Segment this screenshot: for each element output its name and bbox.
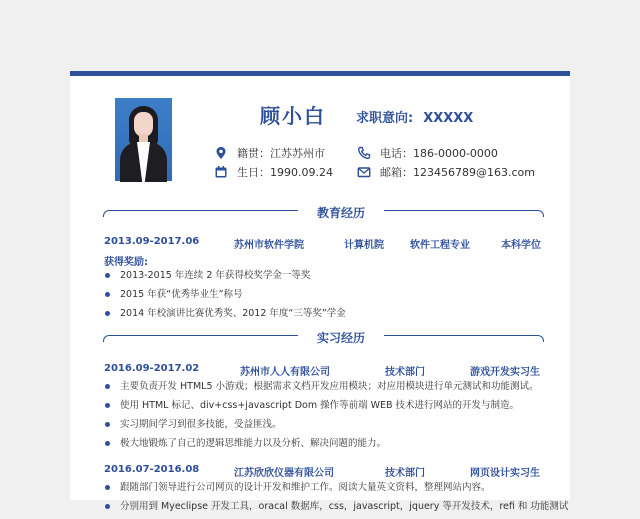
resume-page — [70, 71, 570, 512]
job-intent — [356, 107, 473, 126]
education-section-header — [103, 206, 544, 222]
awards-list — [104, 269, 346, 326]
mail-icon — [357, 165, 371, 179]
education-degree: 本科学位 — [501, 240, 541, 251]
list-item: 2015 年获“优秀毕业生”称号 — [104, 288, 346, 307]
location-pin-icon — [214, 146, 228, 160]
calendar-icon — [214, 165, 228, 179]
job-period: 2016.07-2016.08 — [104, 464, 200, 475]
birth-text: 生日：1990.09.24 — [237, 166, 333, 179]
phone-icon — [357, 146, 371, 160]
education-title: 教育经历 — [316, 206, 365, 220]
job-role: 网页设计实习生 — [470, 468, 540, 479]
candidate-name: 顾小白 — [260, 104, 326, 128]
hometown-info — [214, 145, 325, 161]
job-row — [104, 363, 544, 377]
education-period: 2013.09-2017.06 — [104, 236, 200, 247]
internship-title: 实习经历 — [316, 331, 365, 345]
education-row — [104, 236, 544, 250]
internship-section-header — [103, 331, 544, 347]
job-duties-list — [104, 481, 568, 519]
job-duties-list — [104, 380, 539, 456]
list-item: 主要负责开发 HTML5 小游戏；根据需求文档开发应用模块；对应用模块进行单元测试和功能测试。 — [104, 380, 539, 399]
list-item: 2013-2015 年连续 2 年获得校奖学金一等奖 — [104, 269, 346, 288]
job-company: 苏州市人人有限公司 — [240, 367, 330, 378]
email-info — [357, 164, 535, 180]
job-dept: 技术部门 — [385, 367, 425, 378]
email-text: 邮箱：123456789@163.com — [380, 166, 535, 179]
list-item: 跟随部门领导进行公司网页的设计开发和维护工作。阅读大量英文资料，整理网站内容。 — [104, 481, 568, 500]
profile-photo — [115, 98, 172, 181]
job-row — [104, 464, 544, 478]
list-item: 分别用到 Myeclipse 开发工具，oracal 数据库，css，javascript，jquery 等开发技术，refi 和 功能测试 — [104, 500, 568, 519]
phone-text: 电话：186-0000-0000 — [380, 147, 498, 160]
phone-info — [357, 145, 498, 161]
job-company: 江苏欣欣仪器有限公司 — [234, 468, 334, 479]
hometown-text: 籍贯：江苏苏州市 — [237, 147, 325, 160]
job-intent-label: 求职意向: — [356, 111, 414, 126]
job-role: 游戏开发实习生 — [470, 367, 540, 378]
list-item: 极大地锻炼了自己的逻辑思维能力以及分析、解决问题的能力。 — [104, 437, 539, 456]
job-dept: 技术部门 — [385, 468, 425, 479]
list-item: 实习期间学习到很多技能，受益匪浅。 — [104, 418, 539, 437]
education-major: 软件工程专业 — [410, 240, 470, 251]
job-intent-value: XXXXX — [423, 111, 474, 126]
list-item: 2014 年校演讲比赛优秀奖、2012 年度“三等奖”学金 — [104, 307, 346, 326]
education-faculty: 计算机院 — [344, 240, 384, 251]
awards-label: 获得奖励: — [104, 257, 148, 268]
birth-info — [214, 164, 333, 180]
education-school: 苏州市软件学院 — [234, 240, 304, 251]
list-item: 使用 HTML 标记、div+css+javascript Dom 操作等前端 WEB 技术进行网站的开发与制造。 — [104, 399, 539, 418]
job-period: 2016.09-2017.02 — [104, 363, 200, 374]
